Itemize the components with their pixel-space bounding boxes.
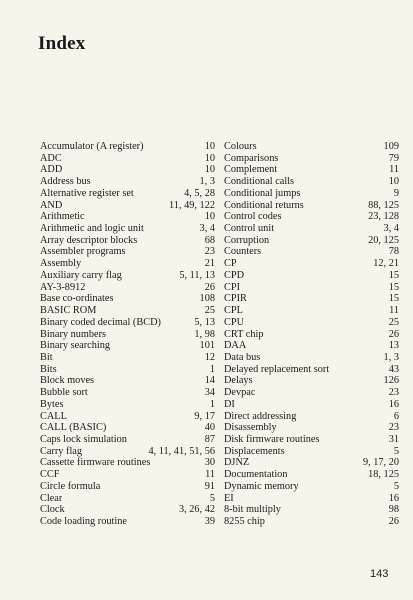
index-term: Circle formula [40, 480, 101, 492]
index-entry [224, 457, 399, 469]
index-entry [224, 211, 399, 223]
index-entry [224, 141, 399, 153]
index-entry [40, 469, 215, 481]
index-pages: 3, 4 [383, 223, 399, 235]
index-entry [224, 422, 399, 434]
index-term: Comparisons [224, 152, 279, 164]
index-term: Address bus [40, 176, 91, 188]
index-pages: 21 [204, 258, 215, 270]
index-pages: 78 [388, 246, 399, 258]
index-pages: 26 [388, 328, 399, 340]
index-entry [224, 352, 399, 364]
index-pages: 31 [388, 433, 399, 445]
index-pages: 5, 11, 13 [179, 269, 215, 281]
index-entry [40, 422, 215, 434]
index-term: Disassembly [224, 422, 277, 434]
index-entry [40, 164, 215, 176]
index-term: ADD [40, 164, 63, 176]
index-term: CPL [224, 305, 243, 317]
index-entry [40, 387, 215, 399]
index-term: Conditional calls [224, 176, 295, 188]
index-term: Control unit [224, 223, 275, 235]
index-pages: 10 [204, 211, 215, 223]
index-entry [224, 411, 399, 423]
index-pages: 1, 3 [199, 176, 215, 188]
index-pages: 23 [204, 246, 215, 258]
index-entry [224, 446, 399, 458]
index-term: CPU [224, 316, 245, 328]
index-pages: 87 [204, 433, 215, 445]
index-term: CPIR [224, 293, 247, 305]
index-pages: 25 [388, 316, 399, 328]
index-column-left [40, 141, 215, 528]
index-pages: 43 [388, 363, 399, 375]
index-term: DAA [224, 340, 247, 352]
index-entry [40, 235, 215, 247]
index-entry [40, 258, 215, 270]
index-pages: 23 [388, 387, 399, 399]
index-term: CP [224, 258, 237, 270]
index-term: Colours [224, 141, 257, 152]
index-entry [40, 223, 215, 235]
index-entry [224, 270, 399, 282]
index-term: Binary coded decimal (BCD) [40, 316, 161, 328]
index-pages: 15 [388, 281, 399, 293]
index-entry [224, 293, 399, 305]
index-entry [40, 504, 215, 516]
index-pages: 4, 5, 28 [184, 187, 215, 199]
index-pages: 4, 11, 41, 51, 56 [148, 445, 215, 457]
index-pages: 1, 3 [383, 351, 399, 363]
index-column-right [224, 141, 399, 528]
index-pages: 9, 17, 20 [362, 457, 399, 469]
index-term: Delays [224, 375, 253, 387]
index-entry [224, 469, 399, 481]
index-pages: 10 [204, 164, 215, 176]
index-term: BASIC ROM [40, 305, 97, 317]
index-pages: 5 [393, 445, 399, 457]
index-entry [224, 504, 399, 516]
index-pages: 14 [204, 375, 215, 387]
index-pages: 11, 49, 122 [169, 199, 215, 211]
index-term: ADC [40, 152, 62, 164]
index-term: AY-3-8912 [40, 281, 86, 293]
index-term: Caps lock simulation [40, 433, 127, 445]
index-entry [40, 516, 215, 528]
index-pages: 10 [388, 176, 399, 188]
index-pages: 23 [388, 422, 399, 434]
index-term: DJNZ [224, 457, 250, 469]
index-pages: 3, 26, 42 [178, 504, 215, 516]
index-term: Corruption [224, 234, 270, 246]
index-pages: 91 [204, 480, 215, 492]
index-pages: 16 [388, 492, 399, 504]
index-pages: 6 [393, 410, 399, 422]
index-pages: 1 [209, 398, 215, 410]
index-pages: 109 [383, 141, 399, 152]
index-term: CRT chip [224, 328, 264, 340]
index-term: Bits [40, 363, 57, 375]
index-term: Binary searching [40, 340, 111, 352]
index-pages: 26 [388, 516, 399, 527]
index-entry [40, 434, 215, 446]
index-entry [40, 270, 215, 282]
index-pages: 3, 4 [199, 223, 215, 235]
index-entry [40, 375, 215, 387]
index-pages: 101 [199, 340, 215, 352]
index-entry [40, 446, 215, 458]
index-term: Binary numbers [40, 328, 107, 340]
index-term: CALL (BASIC) [40, 422, 107, 434]
index-pages: 34 [204, 387, 215, 399]
index-entry [40, 352, 215, 364]
index-pages: 5 [393, 480, 399, 492]
index-term: Disk firmware routines [224, 433, 320, 445]
index-pages: 23, 128 [368, 211, 399, 223]
index-entry [224, 188, 399, 200]
index-entry [224, 153, 399, 165]
index-term: Clock [40, 504, 65, 516]
index-entry [40, 317, 215, 329]
index-term: Documentation [224, 469, 288, 481]
index-entry [224, 516, 399, 528]
index-term: Conditional jumps [224, 187, 301, 199]
index-entry [40, 493, 215, 505]
index-pages: 68 [204, 234, 215, 246]
index-term: Displacements [224, 445, 285, 457]
index-term: CPD [224, 269, 245, 281]
index-pages: 26 [204, 281, 215, 293]
index-entry [224, 375, 399, 387]
index-pages: 30 [204, 457, 215, 469]
index-entry [40, 340, 215, 352]
index-term: Arithmetic and logic unit [40, 223, 144, 235]
index-pages: 10 [204, 152, 215, 164]
index-pages: 40 [204, 422, 215, 434]
index-pages: 10 [204, 141, 215, 152]
index-entry [224, 340, 399, 352]
index-pages: 12, 21 [373, 258, 399, 270]
index-term: Array descriptor blocks [40, 234, 138, 246]
index-term: Clear [40, 492, 63, 504]
index-pages: 88, 125 [368, 199, 399, 211]
index-pages: 108 [199, 293, 215, 305]
page-number: 143 [370, 568, 389, 580]
index-entry [224, 258, 399, 270]
index-pages: 1 [209, 363, 215, 375]
index-pages: 11 [389, 305, 399, 317]
index-pages: 1, 98 [194, 328, 215, 340]
index-pages: 13 [388, 340, 399, 352]
index-entry [40, 364, 215, 376]
index-term: Devpac [224, 387, 256, 399]
index-term: Delayed replacement sort [224, 363, 330, 375]
index-pages: 5 [209, 492, 215, 504]
index-entry [40, 176, 215, 188]
index-entry [40, 481, 215, 493]
index-pages: 9 [393, 187, 399, 199]
index-entry [40, 153, 215, 165]
index-entry [40, 305, 215, 317]
index-entry [40, 246, 215, 258]
index-term: Counters [224, 246, 262, 258]
index-term: Block moves [40, 375, 95, 387]
index-term: Data bus [224, 351, 261, 363]
index-term: Assembly [40, 258, 82, 270]
index-entry [40, 200, 215, 212]
index-term: AND [40, 199, 63, 211]
index-pages: 79 [388, 152, 399, 164]
index-term: Direct addressing [224, 410, 297, 422]
index-term: DI [224, 398, 235, 410]
index-term: Cassette firmware routines [40, 457, 151, 469]
index-term: 8-bit multiply [224, 504, 281, 516]
index-entry [40, 211, 215, 223]
index-pages: 12 [204, 351, 215, 363]
index-entry [224, 164, 399, 176]
index-term: EI [224, 492, 234, 504]
index-entry [224, 235, 399, 247]
index-entry [224, 434, 399, 446]
index-entry [224, 493, 399, 505]
index-entry [224, 282, 399, 294]
index-entry [224, 481, 399, 493]
index-term: Conditional returns [224, 199, 304, 211]
index-term: Carry flag [40, 445, 83, 457]
index-term: Bubble sort [40, 387, 88, 399]
index-pages: 20, 125 [368, 234, 399, 246]
page-title: Index [38, 33, 86, 54]
index-term: CALL [40, 410, 67, 422]
index-entry [224, 387, 399, 399]
index-entry [224, 223, 399, 235]
index-pages: 16 [388, 398, 399, 410]
index-term: Auxiliary carry flag [40, 269, 122, 281]
index-term: Dynamic memory [224, 480, 299, 492]
index-term: Accumulator (A register) [40, 141, 144, 152]
index-entry [224, 200, 399, 212]
index-term: Base co-ordinates [40, 293, 114, 305]
index-term: CPI [224, 281, 241, 293]
index-entry [40, 411, 215, 423]
index-entry [224, 329, 399, 341]
index-pages: 11 [389, 164, 399, 176]
index-entry [40, 282, 215, 294]
index-entry [40, 329, 215, 341]
index-pages: 9, 17 [194, 410, 215, 422]
index-term: Control codes [224, 211, 282, 223]
index-entry [224, 317, 399, 329]
index-term: Alternative register set [40, 187, 134, 199]
index-entry [224, 246, 399, 258]
index-entry [40, 188, 215, 200]
index-term: Bit [40, 351, 53, 363]
index-pages: 25 [204, 305, 215, 317]
index-pages: 15 [388, 269, 399, 281]
index-pages: 5, 13 [194, 316, 215, 328]
index-term: Bytes [40, 398, 64, 410]
index-pages: 15 [388, 293, 399, 305]
index-term: CCF [40, 469, 60, 481]
index-entry [224, 399, 399, 411]
index-entry [40, 293, 215, 305]
index-term: 8255 chip [224, 516, 265, 527]
index-pages: 126 [383, 375, 399, 387]
index-pages: 39 [204, 516, 215, 527]
index-term: Complement [224, 164, 278, 176]
index-pages: 18, 125 [368, 469, 399, 481]
index-pages: 98 [388, 504, 399, 516]
index-entry [40, 399, 215, 411]
index-term: Assembler programs [40, 246, 126, 258]
index-pages: 11 [205, 469, 215, 481]
index-entry [224, 305, 399, 317]
index-entry [40, 457, 215, 469]
index-entry [224, 176, 399, 188]
index-entry [224, 364, 399, 376]
index-entry [40, 141, 215, 153]
index-term: Code loading routine [40, 516, 127, 527]
index-term: Arithmetic [40, 211, 85, 223]
